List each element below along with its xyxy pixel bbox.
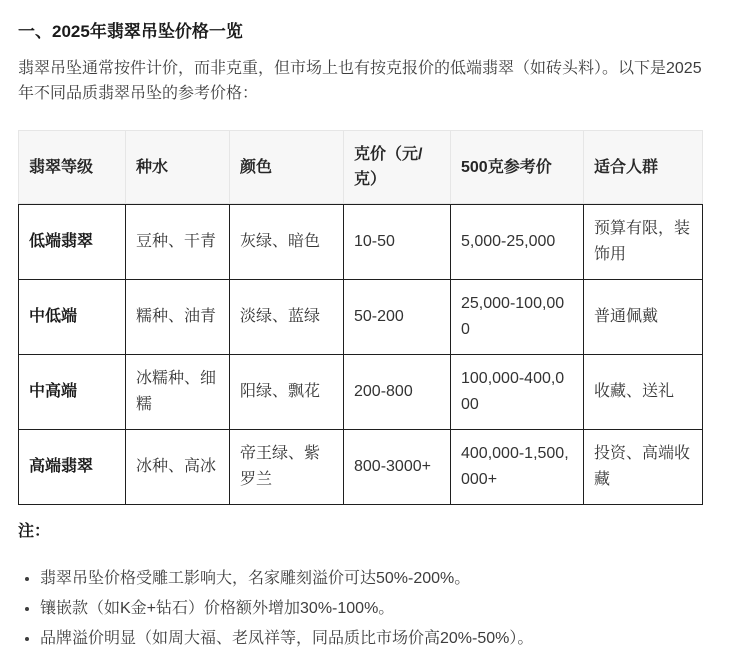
texture-cell: 糯种、油青 xyxy=(125,279,229,354)
note-item: • 品牌溢价明显（如周大福、老凤祥等，同品质比市场价高20%-50%）。 xyxy=(40,629,703,649)
note-item: • 镶嵌款（如K金+钻石）价格额外增加30%-100%。 xyxy=(40,599,703,619)
page-title: 一、2025年翡翠吊坠价格一览 xyxy=(18,22,243,41)
texture-cell: 冰糯种、细糯 xyxy=(125,354,229,429)
table-row xyxy=(18,279,703,354)
col-header-color: 颜色 xyxy=(229,130,343,204)
grade-cell: 高端翡翠 xyxy=(18,429,125,505)
audience-cell: 预算有限，装饰用 xyxy=(583,204,703,279)
notes-list xyxy=(18,569,703,649)
note-item: • 翡翠吊坠价格受雕工影响大，名家雕刻溢价可达50%-200%。 xyxy=(40,569,703,589)
price-500g-cell: 25,000-100,000 xyxy=(450,279,583,354)
audience-cell: 投资、高端收藏 xyxy=(583,429,703,505)
table-header-row xyxy=(18,130,703,204)
col-header-grade: 翡翠等级 xyxy=(18,130,125,204)
price-per-gram-cell: 200-800 xyxy=(343,354,450,429)
grade-cell: 中低端 xyxy=(18,279,125,354)
table-row xyxy=(18,354,703,429)
notes-heading: 注： xyxy=(18,523,51,540)
price-500g-cell: 5,000-25,000 xyxy=(450,204,583,279)
jade-price-table xyxy=(18,130,703,505)
table-row xyxy=(18,204,703,279)
color-cell: 阳绿、飘花 xyxy=(229,354,343,429)
grade-cell: 低端翡翠 xyxy=(18,204,125,279)
texture-cell: 豆种、干青 xyxy=(125,204,229,279)
price-per-gram-cell: 800-3000+ xyxy=(343,429,450,505)
color-cell: 帝王绿、紫罗兰 xyxy=(229,429,343,505)
col-header-texture: 种水 xyxy=(125,130,229,204)
price-500g-cell: 100,000-400,000 xyxy=(450,354,583,429)
price-per-gram-cell: 50-200 xyxy=(343,279,450,354)
price-500g-cell: 400,000-1,500,000+ xyxy=(450,429,583,505)
texture-cell: 冰种、高冰 xyxy=(125,429,229,505)
audience-cell: 普通佩戴 xyxy=(583,279,703,354)
grade-cell: 中高端 xyxy=(18,354,125,429)
intro-paragraph: 翡翠吊坠通常按件计价，而非克重，但市场上也有按克报价的低端翡翠（如砖头料）。以下是2025年不同品质翡翠吊坠的参考价格： xyxy=(18,60,702,102)
color-cell: 淡绿、蓝绿 xyxy=(229,279,343,354)
table-row xyxy=(18,429,703,505)
col-header-500g-price: 500克参考价 xyxy=(450,130,583,204)
color-cell: 灰绿、暗色 xyxy=(229,204,343,279)
col-header-price-per-gram: 克价（元/克） xyxy=(343,130,450,204)
price-per-gram-cell: 10-50 xyxy=(343,204,450,279)
col-header-audience: 适合人群 xyxy=(583,130,703,204)
audience-cell: 收藏、送礼 xyxy=(583,354,703,429)
